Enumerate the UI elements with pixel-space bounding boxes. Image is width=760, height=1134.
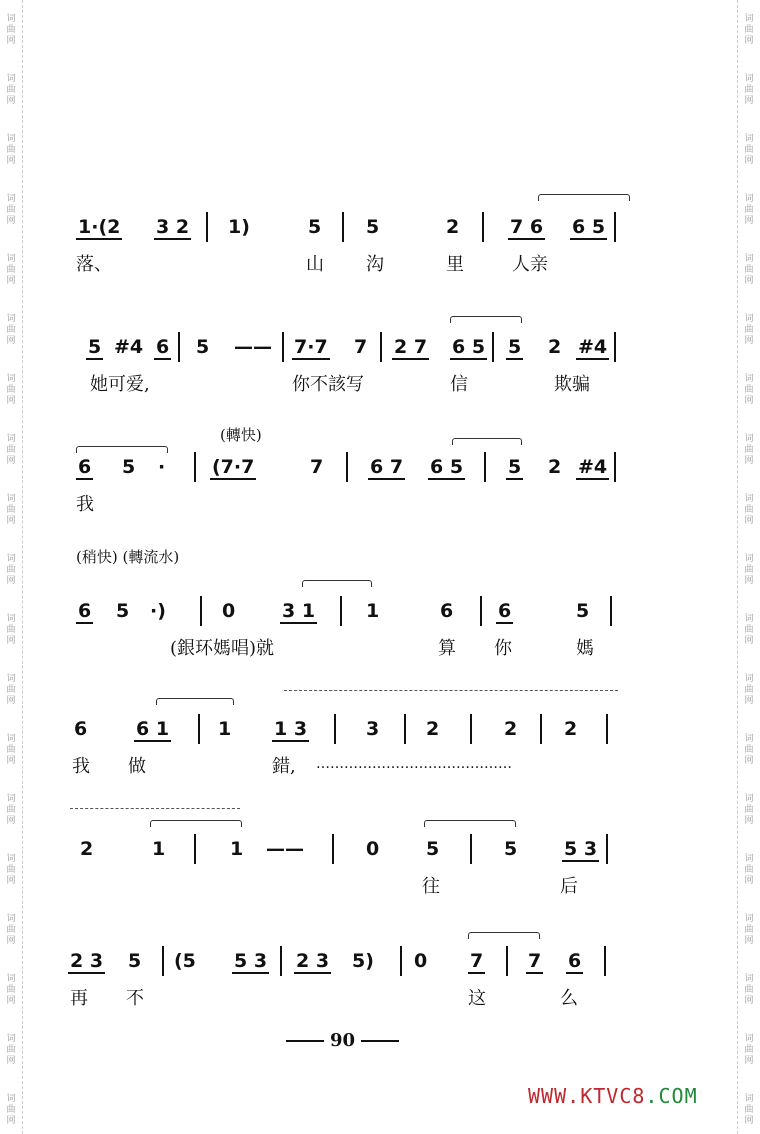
bar-line: [206, 212, 208, 242]
bar-line: [492, 332, 494, 362]
note: 1: [230, 838, 244, 860]
side-watermark-text: 词 曲 网: [744, 13, 754, 46]
note: 6 5: [452, 336, 486, 358]
note: ·: [158, 456, 166, 478]
side-watermark-text: 词 曲 网: [744, 133, 754, 166]
notation-line: [70, 832, 640, 866]
right-watermark-column: [737, 0, 760, 1134]
note: 2: [80, 838, 94, 860]
side-watermark-text: 词 曲 网: [744, 793, 754, 826]
lyric: 落、: [76, 254, 112, 275]
lyric: 不: [126, 988, 144, 1009]
note: 7: [470, 950, 484, 972]
side-watermark-text: 词 曲 网: [744, 73, 754, 106]
lyric: 做: [128, 756, 146, 777]
note: 5: [116, 600, 130, 622]
note: 6 5: [572, 216, 606, 238]
lyrics-line: [70, 752, 640, 778]
lyrics-line: [70, 872, 640, 898]
side-watermark-text: 词 曲 网: [6, 853, 16, 886]
bar-line: [470, 834, 472, 864]
slur-mark: [424, 820, 516, 827]
side-watermark-text: 词 曲 网: [6, 253, 16, 286]
lyric: 錯,: [272, 756, 296, 777]
slur-mark: [76, 446, 168, 453]
side-watermark-text: 词 曲 网: [6, 793, 16, 826]
side-watermark-text: 词 曲 网: [6, 133, 16, 166]
slur-mark: [468, 932, 540, 939]
page-number-text: 90: [330, 1030, 356, 1051]
note: 5 3: [234, 950, 268, 972]
bar-line: [480, 596, 482, 626]
bar-line: [614, 452, 616, 482]
bar-line: [604, 946, 606, 976]
bar-line: [340, 596, 342, 626]
lyrics-line: [70, 490, 640, 516]
lyric: 后: [560, 876, 578, 897]
bar-line: [194, 834, 196, 864]
score-line-2: [70, 330, 640, 400]
note: 1: [152, 838, 166, 860]
note: 5: [366, 216, 380, 238]
note: 5): [352, 950, 374, 972]
note: 7·7: [294, 336, 328, 358]
bar-line: [606, 714, 608, 744]
lyric: 欺骗: [554, 374, 590, 395]
side-watermark-text: 词 曲 网: [6, 673, 16, 706]
side-watermark-text: 词 曲 网: [6, 1033, 16, 1066]
note: 1: [218, 718, 232, 740]
score-line-5: [70, 712, 640, 782]
bar-line: [614, 212, 616, 242]
note: 7: [354, 336, 368, 358]
bar-line: [162, 946, 164, 976]
side-watermark-text: 词 曲 网: [6, 613, 16, 646]
note: 5: [308, 216, 322, 238]
side-watermark-text: 词 曲 网: [744, 1093, 754, 1126]
lyric: 么: [560, 988, 578, 1009]
bar-line: [400, 946, 402, 976]
note: 6 1: [136, 718, 170, 740]
lyric: 你不該写: [292, 374, 364, 395]
note: 5: [508, 456, 522, 478]
note: 5: [196, 336, 210, 358]
tempo-annotation: (稍快) (轉流水): [76, 548, 180, 566]
note: 3: [366, 718, 380, 740]
lyric: 山: [306, 254, 324, 275]
continuation-line: [70, 808, 240, 809]
note: 2 3: [296, 950, 330, 972]
watermark-text: WWW.KTVC8.COM: [528, 1084, 698, 1108]
note: 6: [78, 456, 92, 478]
note: ·): [150, 600, 166, 622]
lyrics-line: [70, 634, 640, 660]
ellipsis-line: ……………………………………: [316, 756, 512, 772]
note: 6 5: [430, 456, 464, 478]
bar-line: [404, 714, 406, 744]
score-line-7: [70, 944, 640, 1014]
side-watermark-text: 词 曲 网: [744, 553, 754, 586]
side-watermark-text: 词 曲 网: [744, 733, 754, 766]
score-line-4: [70, 548, 640, 664]
side-watermark-text: 词 曲 网: [6, 973, 16, 1006]
note: 6 7: [370, 456, 404, 478]
side-watermark-text: 词 曲 网: [744, 913, 754, 946]
page-number: [280, 1030, 405, 1051]
note: 6: [440, 600, 454, 622]
bar-line: [380, 332, 382, 362]
note: 7: [528, 950, 542, 972]
note: 7: [310, 456, 324, 478]
note: (5: [174, 950, 196, 972]
side-watermark-text: 词 曲 网: [744, 433, 754, 466]
side-watermark-text: 词 曲 网: [744, 673, 754, 706]
side-watermark-text: 词 曲 网: [744, 313, 754, 346]
bar-line: [484, 452, 486, 482]
note: 2: [548, 336, 562, 358]
note: 2 7: [394, 336, 428, 358]
note: 5: [426, 838, 440, 860]
note: 6: [156, 336, 170, 358]
lyric: 信: [450, 374, 468, 395]
bar-line: [200, 596, 202, 626]
bar-line: [282, 332, 284, 362]
lyric: 我: [76, 494, 94, 515]
side-watermark-text: 词 曲 网: [6, 733, 16, 766]
side-watermark-text: 词 曲 网: [6, 1093, 16, 1126]
bar-line: [614, 332, 616, 362]
lyrics-line: [70, 370, 640, 396]
slur-mark: [156, 698, 234, 705]
note: 2: [446, 216, 460, 238]
side-watermark-text: 词 曲 网: [744, 493, 754, 526]
note: 5: [508, 336, 522, 358]
note: #4: [578, 336, 608, 358]
note: 0: [222, 600, 236, 622]
bar-line: [198, 714, 200, 744]
side-watermark-text: 词 曲 网: [6, 553, 16, 586]
note: 6: [78, 600, 92, 622]
notation-line: [70, 594, 640, 628]
bar-line: [334, 714, 336, 744]
side-watermark-text: 词 曲 网: [6, 13, 16, 46]
tempo-annotation: (轉快): [220, 426, 262, 444]
notation-line: [70, 712, 640, 746]
note: #4: [578, 456, 608, 478]
note: 6: [568, 950, 582, 972]
side-watermark-text: 词 曲 网: [6, 193, 16, 226]
slur-mark: [538, 194, 630, 201]
lyric: 人亲: [512, 254, 548, 275]
bar-line: [506, 946, 508, 976]
bar-line: [346, 452, 348, 482]
lyric: 再: [70, 988, 88, 1009]
note: 2: [564, 718, 578, 740]
note: ——: [234, 336, 272, 358]
left-watermark-column: [0, 0, 23, 1134]
side-watermark-text: 词 曲 网: [6, 373, 16, 406]
notation-line: [70, 330, 640, 364]
slur-mark: [150, 820, 242, 827]
note: 2 3: [70, 950, 104, 972]
slur-mark: [450, 316, 522, 323]
notation-line: [70, 450, 640, 484]
bar-line: [606, 834, 608, 864]
lyric: 媽: [576, 638, 594, 659]
side-watermark-text: 词 曲 网: [6, 73, 16, 106]
note: ——: [266, 838, 304, 860]
note: (7·7: [212, 456, 255, 478]
note: 5: [122, 456, 136, 478]
note: 5: [128, 950, 142, 972]
side-watermark-text: 词 曲 网: [6, 313, 16, 346]
slur-mark: [302, 580, 372, 587]
note: 5: [88, 336, 102, 358]
bar-line: [194, 452, 196, 482]
score-line-6: [70, 832, 640, 902]
bar-line: [610, 596, 612, 626]
note: 1: [366, 600, 380, 622]
score-line-1: [70, 210, 640, 280]
bar-line: [280, 946, 282, 976]
note: 2: [426, 718, 440, 740]
bar-line: [332, 834, 334, 864]
note: 6: [74, 718, 88, 740]
note: 0: [366, 838, 380, 860]
bar-line: [178, 332, 180, 362]
note: #4: [114, 336, 144, 358]
score-line-3: [70, 426, 640, 520]
note: 0: [414, 950, 428, 972]
notation-line: [70, 944, 640, 978]
lyric: 里: [446, 254, 464, 275]
side-watermark-text: 词 曲 网: [744, 193, 754, 226]
lyric: (銀环媽唱)就: [170, 638, 275, 659]
note: 1·(2: [78, 216, 121, 238]
side-watermark-text: 词 曲 网: [6, 433, 16, 466]
continuation-line: [284, 690, 618, 691]
note: 5: [576, 600, 590, 622]
lyric: 她可爱,: [90, 374, 150, 395]
lyric: 你: [494, 638, 512, 659]
notation-line: [70, 210, 640, 244]
side-watermark-text: 词 曲 网: [744, 973, 754, 1006]
note: 1): [228, 216, 250, 238]
lyrics-line: [70, 984, 640, 1010]
side-watermark-text: 词 曲 网: [744, 853, 754, 886]
bar-line: [540, 714, 542, 744]
note: 3 2: [156, 216, 190, 238]
slur-mark: [452, 438, 522, 445]
side-watermark-text: 词 曲 网: [6, 493, 16, 526]
lyric: 往: [422, 876, 440, 897]
side-watermark-text: 词 曲 网: [744, 373, 754, 406]
note: 1 3: [274, 718, 308, 740]
site-watermark: [528, 1084, 698, 1108]
lyric: 我: [72, 756, 90, 777]
bar-line: [482, 212, 484, 242]
lyric: 算: [438, 638, 456, 659]
note: 2: [504, 718, 518, 740]
note: 6: [498, 600, 512, 622]
side-watermark-text: 词 曲 网: [744, 1033, 754, 1066]
side-watermark-text: 词 曲 网: [744, 613, 754, 646]
note: 2: [548, 456, 562, 478]
lyric: 沟: [366, 254, 384, 275]
lyric: 这: [468, 988, 486, 1009]
note: 3 1: [282, 600, 316, 622]
side-watermark-text: 词 曲 网: [6, 913, 16, 946]
note: 5: [504, 838, 518, 860]
bar-line: [470, 714, 472, 744]
lyrics-line: [70, 250, 640, 276]
note: 5 3: [564, 838, 598, 860]
bar-line: [342, 212, 344, 242]
note: 7 6: [510, 216, 544, 238]
side-watermark-text: 词 曲 网: [744, 253, 754, 286]
